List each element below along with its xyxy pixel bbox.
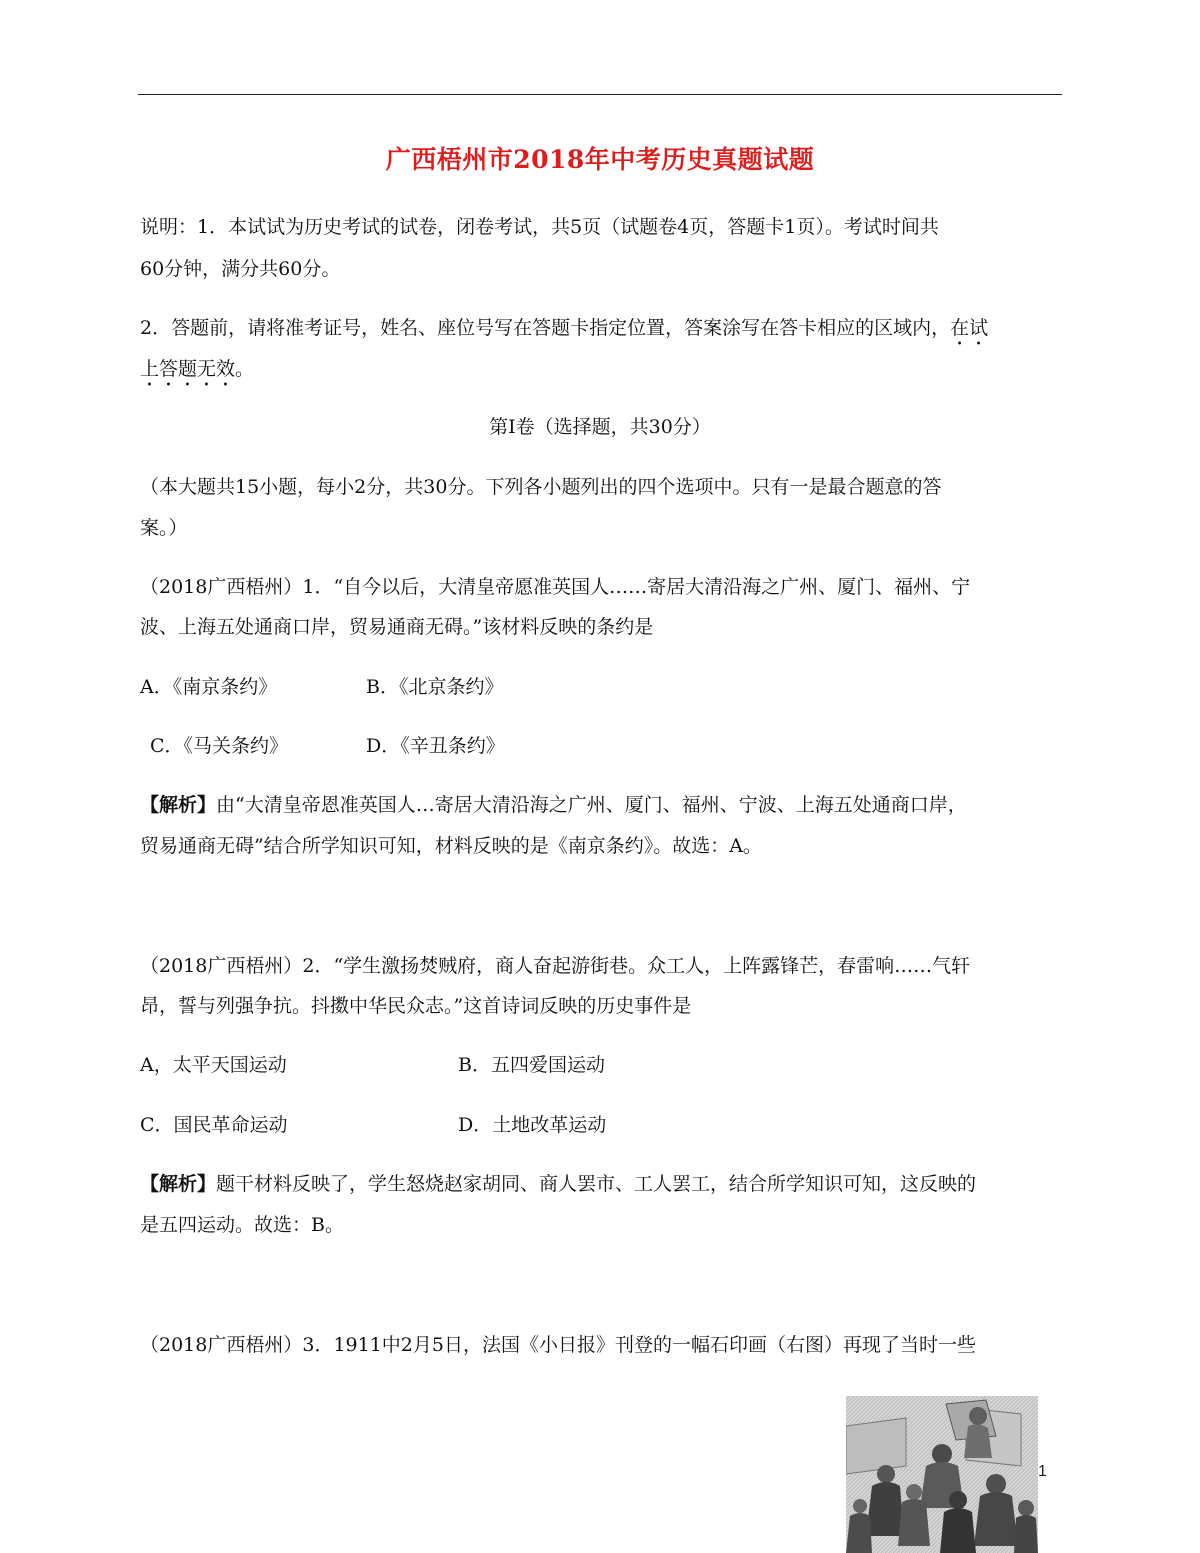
question-2-option-c: C．国民革命运动 — [140, 1114, 288, 1136]
question-3-stem-line-1: （2018广西梧州）3．1911中2月5日，法国《小日报》刊登的一幅石印画（右图）再现了当时一些 — [140, 1334, 976, 1356]
question-1-stem-line-1: （2018广西梧州）1．“自今以后，大清皇帝愿准英国人……寄居大清沿海之广州、厦门、福州、宁 — [140, 576, 971, 598]
question-1-analysis-line-1 — [140, 792, 967, 818]
question-1-option-c: C．《马关条约》 — [150, 735, 289, 757]
instruction-line-4-end: 。 — [235, 358, 255, 380]
lithograph-illustration — [846, 1396, 1038, 1553]
header-rule — [138, 94, 1062, 95]
question-1-analysis-text: 由“大清皇帝恩准英国人…寄居大清沿海之广州、厦门、福州、宁波、上海五处通商口岸， — [216, 794, 967, 816]
instruction-line-4 — [140, 356, 254, 391]
question-2-stem-line-1: （2018广西梧州）2．“学生激扬焚贼府，商人奋起游街巷。众工人，上阵露锋芒，春雷响……气轩 — [140, 955, 971, 977]
section-heading: 第Ⅰ卷（选择题，共30分） — [489, 416, 711, 438]
instruction-line-3-emphasis: 在试 — [950, 317, 989, 339]
question-2-analysis-line-2: 是五四运动。故选：B。 — [140, 1214, 344, 1236]
instruction-line-3 — [140, 315, 988, 350]
question-1-analysis-line-2: 贸易通商无碍”结合所学知识可知，材料反映的是《南京条约》。故选：A。 — [140, 835, 762, 857]
question-2-analysis-text: 题干材料反映了，学生怒烧赵家胡同、商人罢市、工人罢工，结合所学知识可知，这反映的 — [216, 1173, 977, 1195]
question-2-options-row-2 — [140, 1112, 606, 1138]
question-2-option-d: D．土地改革运动 — [458, 1114, 607, 1136]
question-1-stem-line-2: 波、上海五处通商口岸，贸易通商无碍。”该材料反映的条约是 — [140, 616, 654, 638]
instruction-line-1: 说明：1．本试试为历史考试的试卷，闭卷考试，共5页（试题卷4页，答题卡1页）。考试时间共 — [140, 216, 939, 238]
instruction-line-2: 60分钟，满分共60分。 — [140, 258, 341, 280]
section-note-line-1: （本大题共15小题，每小2分，共30分。下列各小题列出的四个选项中。只有一是最合题意的答 — [140, 476, 942, 498]
question-2-analysis-line-1 — [140, 1171, 976, 1197]
question-2-option-a: A，太平天国运动 — [140, 1054, 287, 1076]
question-2-analysis-label: 【解析】 — [140, 1173, 217, 1195]
question-2-options-row-1 — [140, 1052, 605, 1078]
question-2-stem-line-2: 昂，誓与列强争抗。抖擞中华民众志。”这首诗词反映的历史事件是 — [140, 995, 692, 1017]
instruction-line-4-emphasis: 上答题无效 — [140, 358, 236, 380]
question-1-option-d: D．《辛丑条约》 — [366, 735, 505, 757]
page-number: 1 — [1038, 1463, 1047, 1480]
question-2-option-b: B．五四爱国运动 — [458, 1054, 605, 1076]
question-1-analysis-label: 【解析】 — [140, 794, 217, 816]
lithograph-illustration-drawing — [846, 1396, 1038, 1553]
question-1-options-row-1 — [140, 674, 503, 700]
question-1-option-b: B．《北京条约》 — [366, 676, 504, 698]
section-note-line-2: 案。） — [140, 517, 188, 539]
document-title: 广西梧州市2018年中考历史真题试题 — [385, 145, 815, 174]
question-1-options-row-2 — [150, 733, 505, 759]
question-1-option-a: A．《南京条约》 — [140, 676, 278, 698]
instruction-line-3-text: 2．答题前，请将准考证号，姓名、座位号写在答题卡指定位置，答案涂写在答卡相应的区域内， — [140, 317, 951, 339]
